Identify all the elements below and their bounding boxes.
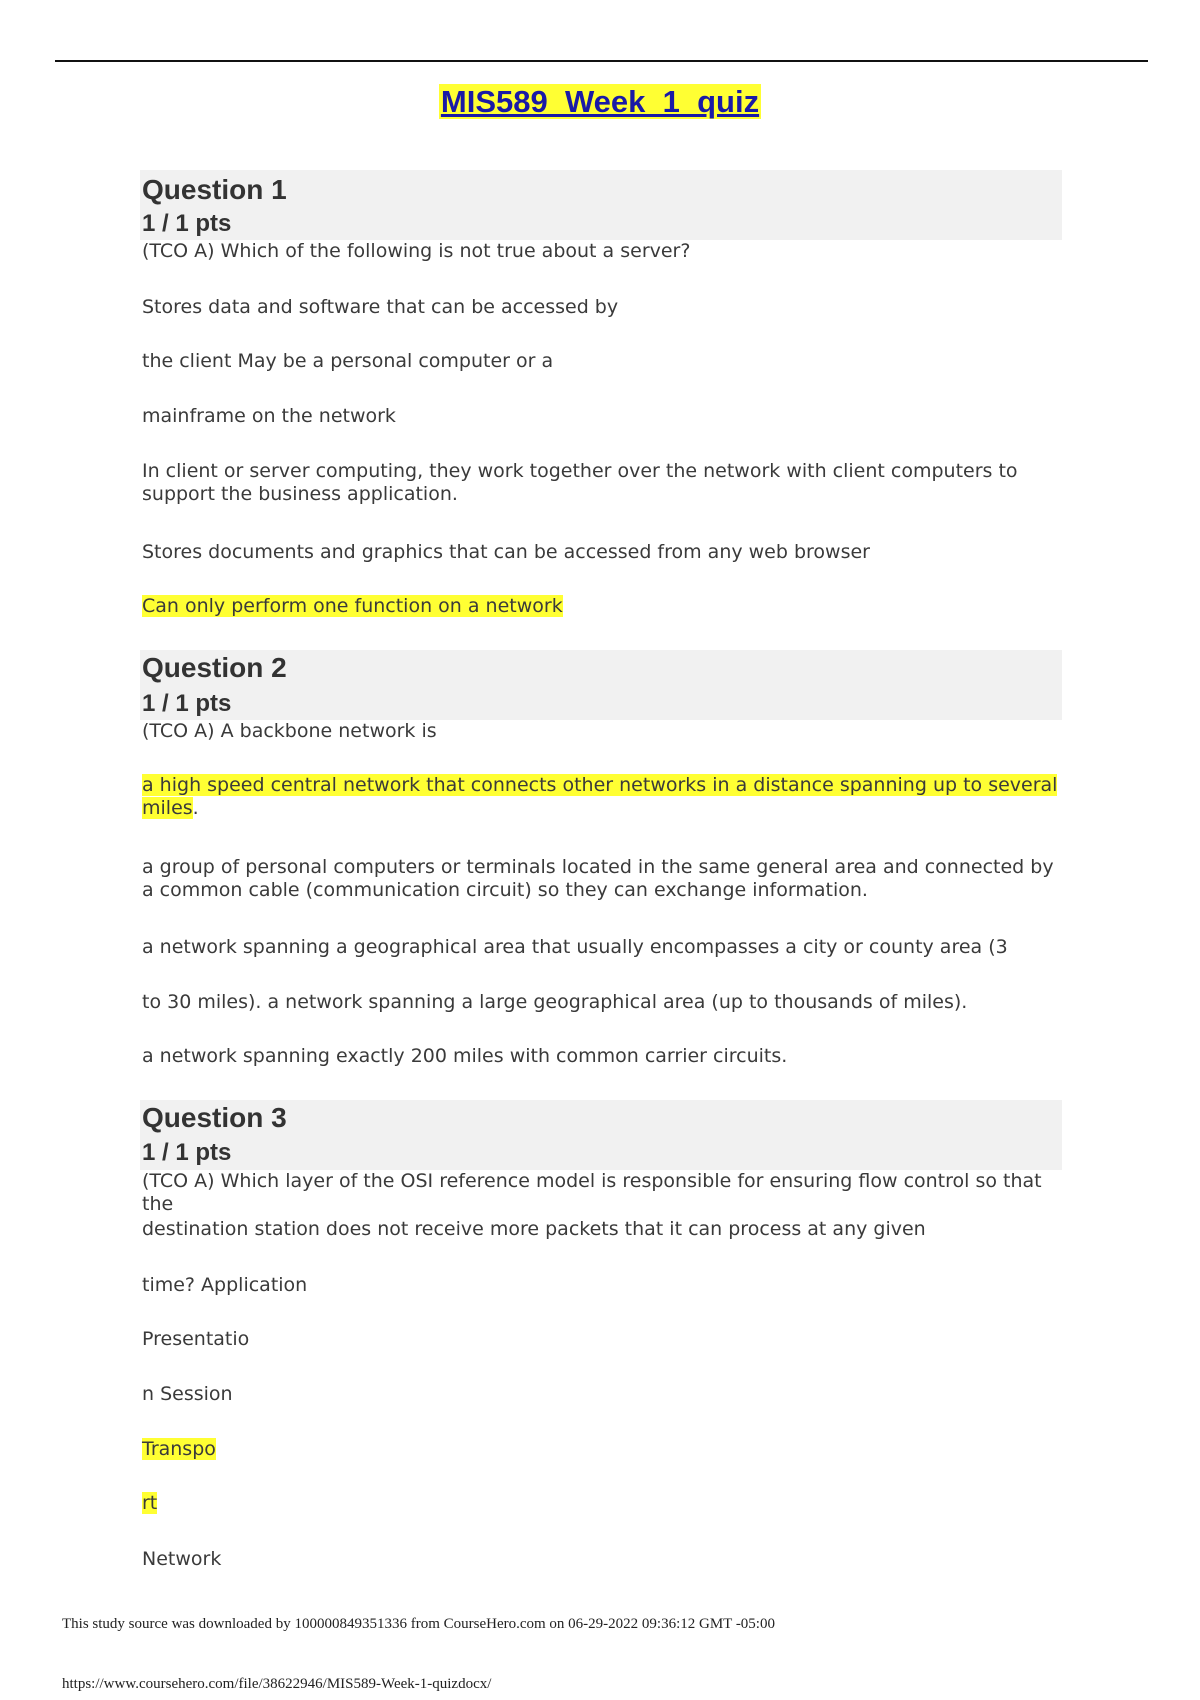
question-1-option: mainframe on the network xyxy=(142,405,396,427)
question-2-correct-answer xyxy=(142,774,1062,820)
question-2-option: a network spanning a geographical area that usually encompasses a city or county area (3 xyxy=(142,936,1008,958)
question-3-correct-answer xyxy=(142,1438,1062,1461)
question-1-prompt: (TCO A) Which of the following is not true about a server? xyxy=(142,240,691,262)
question-1-title: Question 1 xyxy=(142,174,287,205)
question-3-option: time? Application xyxy=(142,1274,308,1296)
question-3-title: Question 3 xyxy=(142,1102,287,1133)
question-1-option: the client May be a personal computer or a xyxy=(142,350,554,372)
question-3-points: 1 / 1 pts xyxy=(142,1139,232,1166)
question-2-option: to 30 miles). a network spanning a large geographical area (up to thousands of miles). xyxy=(142,991,968,1013)
question-3-correct-answer-continued xyxy=(142,1492,1062,1515)
question-1-option: Stores documents and graphics that can be accessed from any web browser xyxy=(142,541,870,563)
answer-highlight: rt xyxy=(142,1492,158,1514)
question-1-points: 1 / 1 pts xyxy=(142,210,232,237)
question-2-title: Question 2 xyxy=(142,652,287,683)
answer-highlight: Can only perform one function on a network xyxy=(142,595,563,617)
answer-trailing-period: . xyxy=(192,797,199,819)
question-1-option: In client or server computing, they work together over the network with client computers to support the business application. xyxy=(142,460,1018,505)
question-2-prompt: (TCO A) A backbone network is xyxy=(142,720,437,742)
question-2-option: a network spanning exactly 200 miles with common carrier circuits. xyxy=(142,1045,788,1067)
document-title xyxy=(0,84,1200,120)
question-3-prompt-continued: destination station does not receive more packets that it can process at any given xyxy=(142,1218,926,1240)
question-2-points: 1 / 1 pts xyxy=(142,690,232,717)
footer-source-note: This study source was downloaded by 100000849351336 from CourseHero.com on 06-29-2022 09:36:12 GMT -05:00 xyxy=(62,1616,775,1632)
top-rule xyxy=(55,60,1148,62)
question-3-option: Presentatio xyxy=(142,1328,250,1350)
question-2-option: a group of personal computers or terminals located in the same general area and connected by a common cable (communication circuit) so they can exchange information. xyxy=(142,856,1054,901)
question-1-option: Stores data and software that can be accessed by xyxy=(142,296,619,318)
document-title-text: MIS589_Week_1_quiz xyxy=(440,84,760,119)
answer-highlight: Transpo xyxy=(142,1438,216,1460)
answer-highlight: a high speed central network that connects other networks in a distance spanning up to several miles xyxy=(142,774,1058,819)
question-3-option: Network xyxy=(142,1548,222,1570)
question-3-prompt: (TCO A) Which layer of the OSI reference model is responsible for ensuring flow control so that the xyxy=(142,1170,1042,1215)
footer-url[interactable]: https://www.coursehero.com/file/38622946/MIS589-Week-1-quizdocx/ xyxy=(62,1676,492,1692)
question-3-option: n Session xyxy=(142,1383,233,1405)
question-1-correct-answer xyxy=(142,595,1062,618)
